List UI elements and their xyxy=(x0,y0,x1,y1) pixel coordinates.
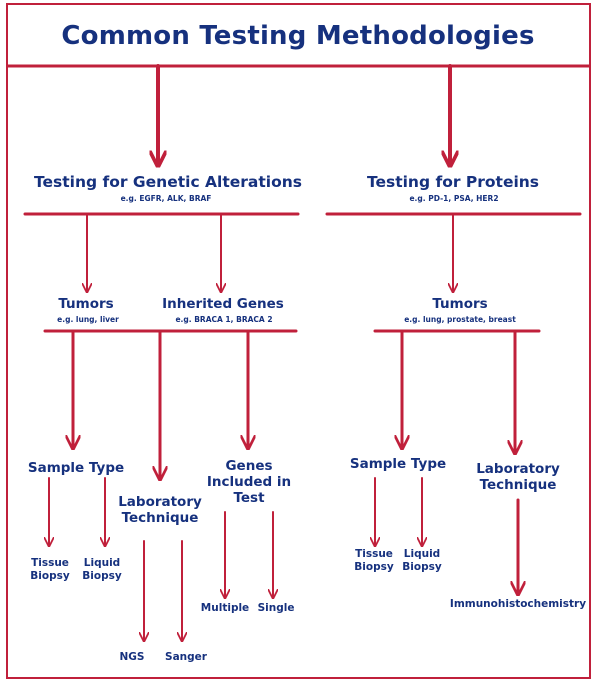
sanger-leaf: Sanger xyxy=(165,651,207,663)
tissue-biopsy-leaf: Tissue Biopsy xyxy=(30,557,70,582)
sample-type-heading: Sample Type xyxy=(27,460,125,476)
tumors-genetic-examples: e.g. lung, liver xyxy=(57,315,119,324)
tissue-biopsy-proteins-leaf: Tissue Biopsy xyxy=(354,548,394,573)
protein-examples: e.g. PD-1, PSA, HER2 xyxy=(409,194,499,203)
genes-included-heading: Genes Included in Test xyxy=(206,458,292,507)
multiple-leaf: Multiple xyxy=(200,602,250,614)
liquid-biopsy-leaf: Liquid Biopsy xyxy=(82,557,122,582)
sample-type-proteins-heading: Sample Type xyxy=(349,456,447,472)
lab-technique-proteins-heading: Laboratory Technique xyxy=(476,461,560,494)
lab-technique-heading: Laboratory Technique xyxy=(118,494,202,527)
inherited-genes-heading: Inherited Genes xyxy=(162,296,284,312)
immunohistochemistry-leaf: Immunohistochemistry xyxy=(449,598,587,610)
liquid-biopsy-proteins-leaf: Liquid Biopsy xyxy=(402,548,442,573)
genetic-testing-heading: Testing for Genetic Alterations xyxy=(34,173,302,191)
inherited-genes-examples: e.g. BRACA 1, BRACA 2 xyxy=(175,315,273,324)
tumors-genetic-heading: Tumors xyxy=(58,296,114,312)
genetic-examples: e.g. EGFR, ALK, BRAF xyxy=(120,194,212,203)
ngs-leaf: NGS xyxy=(119,651,145,663)
page-title: Common Testing Methodologies xyxy=(61,21,535,51)
protein-testing-heading: Testing for Proteins xyxy=(366,173,540,191)
tumors-proteins-examples: e.g. lung, prostate, breast xyxy=(404,315,516,324)
tumors-proteins-heading: Tumors xyxy=(432,296,488,312)
single-leaf: Single xyxy=(257,602,295,614)
